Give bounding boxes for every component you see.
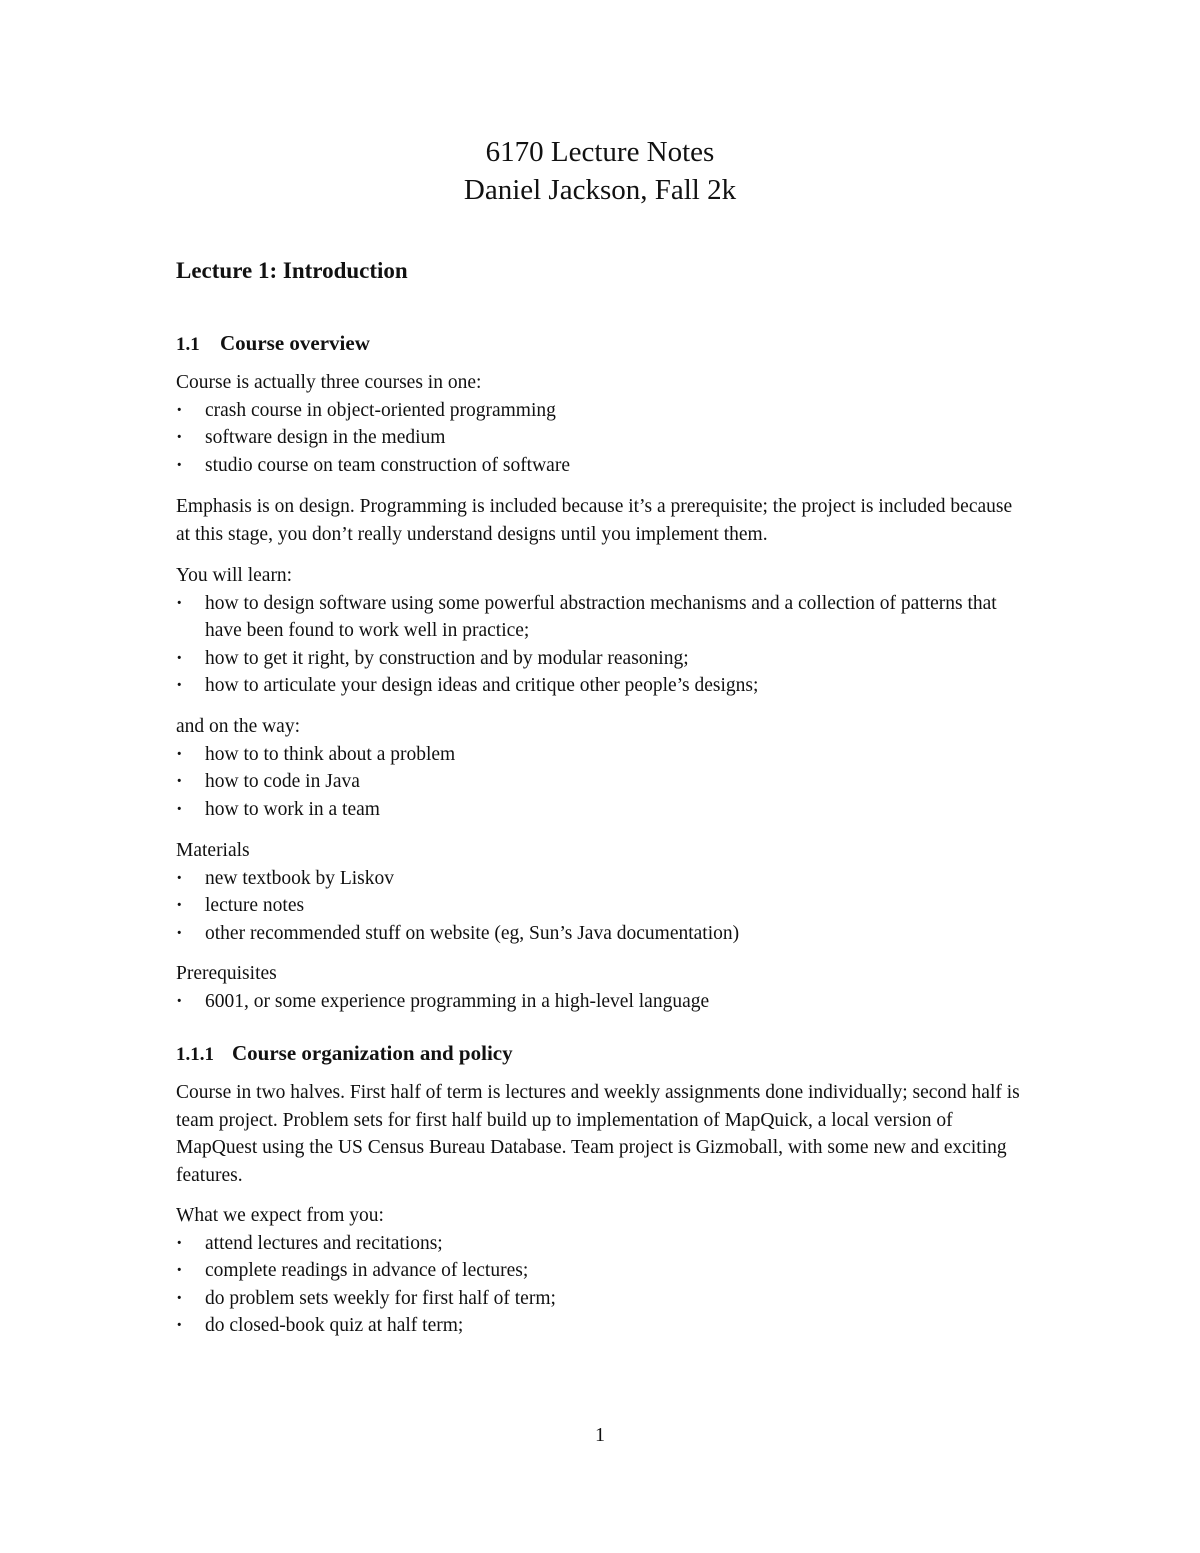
learn-block [176, 562, 1026, 700]
three-courses-block [176, 369, 1026, 479]
section-heading-course-organization [176, 1038, 513, 1071]
list-item: · how to get it right, by construction and by modular reasoning; [176, 645, 1026, 673]
list-item: · how to work in a team [176, 796, 1026, 824]
section-heading-course-overview [176, 328, 370, 361]
organization-paragraph: Course in two halves. First half of term is lectures and weekly assignments done individually; second half is team project. Problem sets for first half build up to implementation of MapQuick, a local version of MapQuest using the US Census Bureau Database. Team project is Gizmoball, with some new and exciting features. [176, 1082, 1020, 1186]
courses-intro: Course is actually three courses in one: [176, 372, 482, 393]
list-item: · software design in the medium [176, 424, 1026, 452]
prerequisites-intro: Prerequisites [176, 963, 277, 984]
learn-intro: You will learn: [176, 565, 293, 586]
page-number: 1 [595, 1424, 605, 1446]
list-item: · do closed-book quiz at half term; [176, 1312, 1026, 1340]
list-item: · how to design software using some powerful abstraction mechanisms and a collection of patterns that have been found to work well in practice; [176, 590, 1026, 645]
list-item: · crash course in object-oriented programming [176, 397, 1026, 425]
section-number: 1.1.1 [176, 1044, 214, 1065]
list-item: · how to code in Java [176, 768, 1026, 796]
list-item: · lecture notes [176, 892, 1026, 920]
lecture-heading: Lecture 1: Introduction [176, 258, 408, 283]
list-item: · 6001, or some experience programming in a high-level language [176, 988, 1026, 1016]
list-item: · do problem sets weekly for first half of term; [176, 1285, 1026, 1313]
materials-block [176, 837, 1026, 947]
list-item: · how to articulate your design ideas and critique other people’s designs; [176, 672, 1026, 700]
on-the-way-list [176, 741, 1026, 824]
list-item: · studio course on team construction of software [176, 452, 1026, 480]
list-item: · attend lectures and recitations; [176, 1230, 1026, 1258]
learn-list [176, 590, 1026, 700]
on-the-way-block [176, 713, 1026, 823]
section-title: Course organization and policy [232, 1041, 513, 1065]
expectations-intro: What we expect from you: [176, 1205, 384, 1226]
on-the-way-intro: and on the way: [176, 716, 301, 737]
list-item: · complete readings in advance of lectures; [176, 1257, 1026, 1285]
prerequisites-block [176, 960, 1026, 1015]
document-title: 6170 Lecture Notes [485, 136, 715, 168]
expectations-list [176, 1230, 1026, 1340]
materials-list [176, 865, 1026, 948]
courses-list [176, 397, 1026, 480]
prerequisites-list [176, 988, 1026, 1016]
document-author-line: Daniel Jackson, Fall 2k [463, 174, 737, 206]
list-item: · other recommended stuff on website (eg, Sun’s Java documentation) [176, 920, 1026, 948]
section-number: 1.1 [176, 334, 200, 355]
emphasis-paragraph: Emphasis is on design. Programming is included because it’s a prerequisite; the project is included because at this stage, you don’t really understand designs until you implement them. [176, 496, 1013, 545]
list-item: · new textbook by Liskov [176, 865, 1026, 893]
section-title: Course overview [220, 331, 370, 355]
list-item: · how to to think about a problem [176, 741, 1026, 769]
expectations-block [176, 1202, 1026, 1340]
materials-intro: Materials [176, 840, 250, 861]
